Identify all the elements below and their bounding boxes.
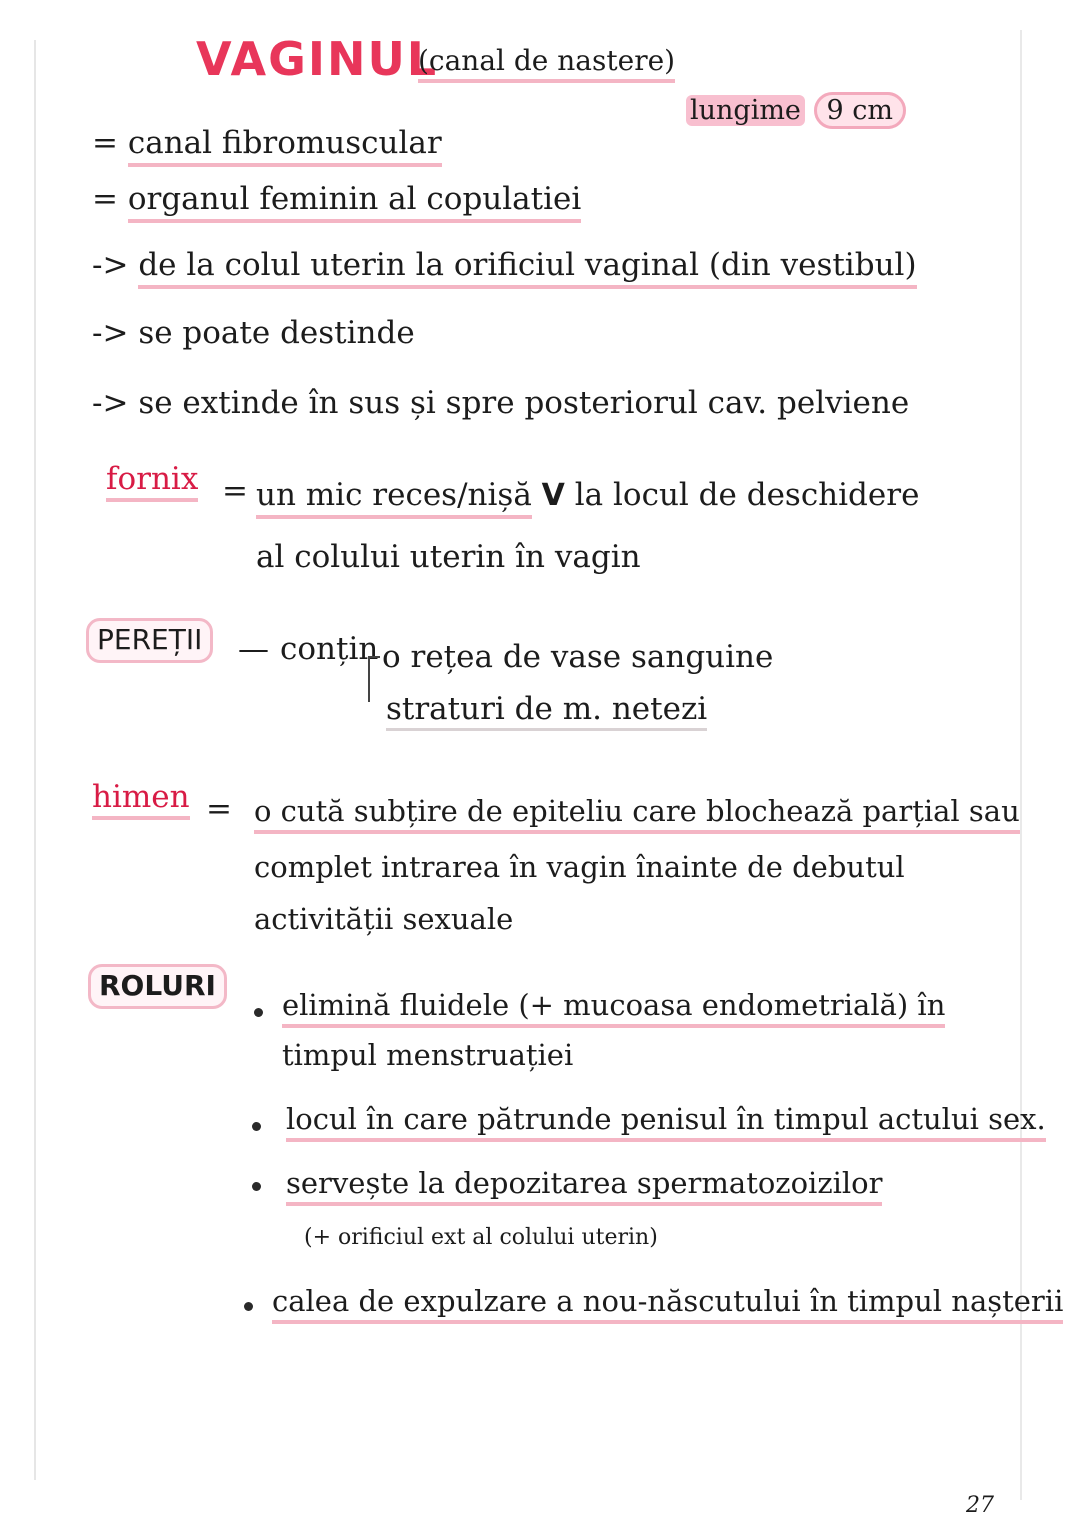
bullet-icon <box>244 1302 253 1311</box>
fornix-line-1 <box>256 478 919 512</box>
intro-line-1 <box>92 126 442 160</box>
intro-line-3 <box>92 248 917 282</box>
pereti-verb: conțin <box>280 631 379 667</box>
fornix-term: fornix <box>106 462 198 502</box>
fornix-definition-cont: la locul de deschidere <box>574 477 920 513</box>
himen-line-2: complet intrarea în vagin înainte de debutul <box>254 850 905 884</box>
fornix-eq: = <box>222 473 248 509</box>
length-note <box>686 96 906 126</box>
pereti-dash: — <box>238 631 269 667</box>
page-left-edge <box>34 40 36 1480</box>
pereti-item-1: o rețea de vase sanguine <box>382 639 774 675</box>
intro-text: se extinde în sus și spre posteriorul cav. pelviene <box>138 385 910 421</box>
himen-line-3: activității sexuale <box>254 902 514 936</box>
bracket-icon <box>368 656 380 702</box>
intro-prefix: = <box>92 125 118 161</box>
rol-1-line-1: elimină fluidele (+ mucoasa endometrială) în <box>282 990 945 1028</box>
rol-1-line-2: timpul menstruației <box>282 1038 574 1072</box>
himen-term: himen <box>92 780 190 820</box>
rol-3-line-2: (+ orificiul ext al colului uterin) <box>304 1225 658 1250</box>
v-shape-icon: V <box>541 478 565 513</box>
intro-line-2 <box>92 182 581 216</box>
pereti-label: PEREȚII <box>86 618 213 663</box>
intro-prefix: -> <box>92 247 129 283</box>
intro-prefix: -> <box>92 385 129 421</box>
intro-prefix: = <box>92 181 118 217</box>
roluri-label: ROLURI <box>88 964 227 1009</box>
intro-prefix: -> <box>92 315 129 351</box>
intro-text: se poate destinde <box>138 315 415 351</box>
length-label: lungime <box>686 95 805 126</box>
intro-line-4 <box>92 316 415 350</box>
title-subtitle: (canal de nastere) <box>418 46 675 83</box>
rol-3-line-1: servește la depozitarea spermatozoizilor <box>286 1168 882 1206</box>
intro-text: de la colul uterin la orificiul vaginal (din vestibul) <box>138 247 916 289</box>
intro-text: organul feminin al copulatiei <box>128 181 581 223</box>
intro-text: canal fibromuscular <box>128 125 442 167</box>
page-number: 27 <box>966 1493 994 1518</box>
page-title: VAGINUL <box>196 32 439 86</box>
intro-line-5 <box>92 386 909 420</box>
rol-4-line-1: calea de expulzare a nou-născutului în timpul nașterii <box>272 1286 1063 1324</box>
pereti-item-2: straturi de m. netezi <box>386 692 707 731</box>
bullet-icon <box>254 1008 263 1017</box>
fornix-line-2: al colului uterin în vagin <box>256 539 641 575</box>
bullet-icon <box>252 1122 261 1131</box>
page-right-edge <box>1020 30 1022 1500</box>
fornix-definition: un mic reces/nișă <box>256 477 532 519</box>
himen-line-1: o cută subțire de epiteliu care blochează parțial sau <box>254 796 1020 834</box>
bullet-icon <box>252 1182 261 1191</box>
rol-2-line-1: locul în care pătrunde penisul în timpul actului sex. <box>286 1104 1046 1142</box>
length-value: 9 cm <box>814 92 907 129</box>
himen-eq: = <box>206 791 232 827</box>
